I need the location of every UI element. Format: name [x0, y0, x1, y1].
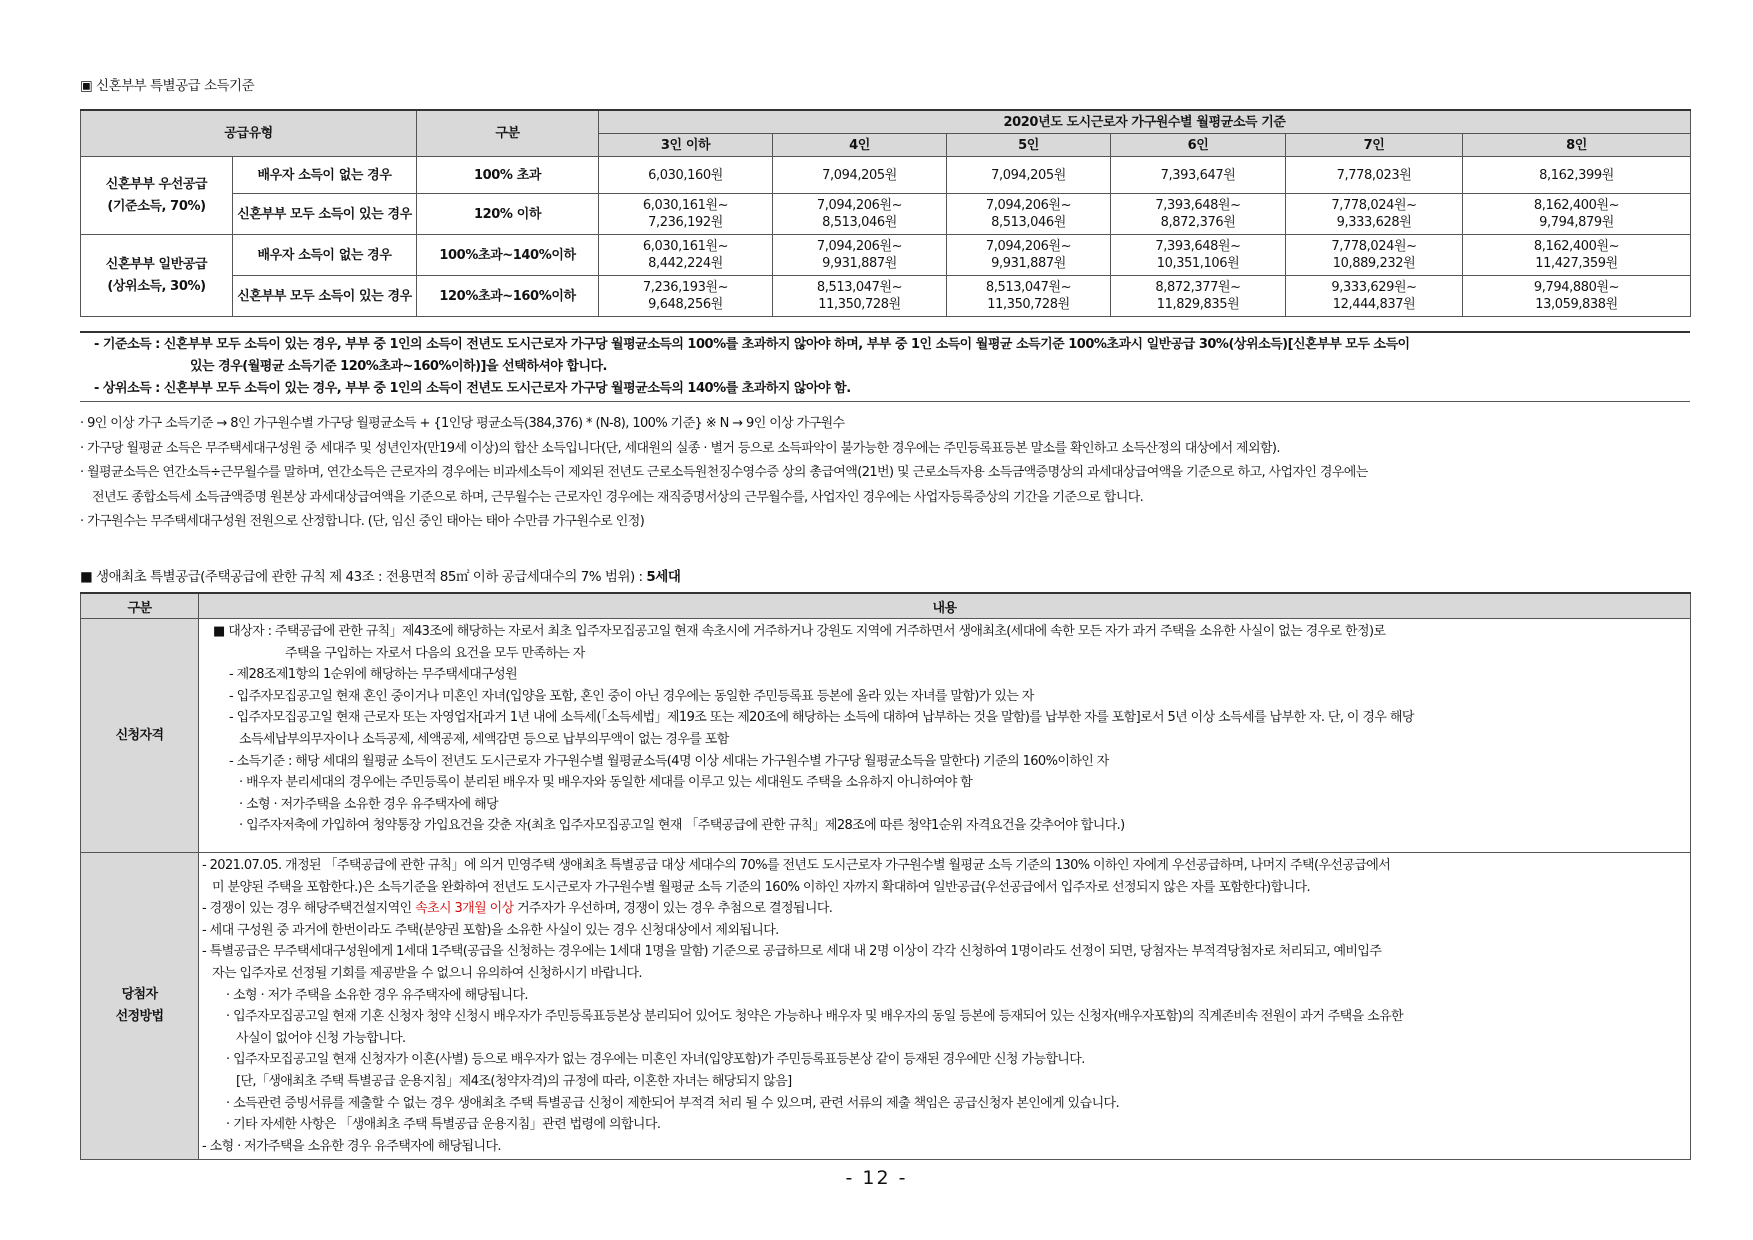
list-item: [단,「생애최초 주택 특별공급 운용지침」제4조(청약자격)의 규정에 따라, 이혼한 자녀는 해당되지 않음]	[236, 1073, 792, 1089]
group-name: 신혼부부 우선공급 (기준소득, 70%)	[81, 157, 233, 235]
table-row	[81, 853, 1691, 1160]
table-row	[81, 276, 1691, 317]
list-item: - 입주자모집공고일 현재 근로자 또는 자영업자[과거 1년 내에 소득세(「소득세법」제19조 또는 제20조에 해당하는 소득에 대하여 납부하는 것을 말함)를 납부한 자를 포함]로서 5년 이상 소득세를 납부한 자. 단, 이 경우 해당	[229, 710, 1414, 726]
section1-title: ▣ 신혼부부 특별공급 소득기준	[80, 78, 255, 94]
header-household-size: 8인	[1463, 134, 1691, 157]
bullet-item: · 가구당 월평균 소득은 무주택세대구성원 중 세대주 및 성년인자(만19세 이상)의 합산 소득입니다(단, 세대원의 실종 · 별거 등으로 소득파악이 불가능한 경우에는 주민등록표등본 말소를 확인하고 소득산정의 대상에서 제외함).	[80, 440, 1280, 456]
list-item: · 배우자 분리세대의 경우에는 주민등록이 분리된 배우자 및 배우자와 동일한 세대를 이루고 있는 세대원도 주택을 소유하지 아니하여야 함	[239, 775, 973, 791]
income-cell: 7,778,024원~ 10,889,232원	[1286, 235, 1463, 276]
header-supply-type: 공급유형	[81, 110, 417, 157]
header-household-size: 7인	[1286, 134, 1463, 157]
header-household-size: 6인	[1111, 134, 1286, 157]
income-cell: 8,513,047원~ 11,350,728원	[947, 276, 1111, 317]
selection-content	[199, 853, 1691, 1160]
list-item: 미 분양된 주택을 포함한다.)은 소득기준을 완화하여 전년도 도시근로자 가구원수별 월평균 소득 기준의 160% 이하인 자까지 확대하여 일반공급(우선공급에서 입주자로 선정되지 않은 자를 포함한다)합니다.	[212, 879, 1311, 895]
table-row	[81, 235, 1691, 276]
header-division: 구분	[81, 593, 199, 619]
list-item: - 2021.07.05. 개정된 「주택공급에 관한 규칙」에 의거 민영주택 생애최초 특별공급 대상 세대수의 70%를 전년도 도시근로자 가구원수별 월평균 소득 기준의 130% 이하인 자에게 우선공급하며, 나머지 주택(우선공급에서	[202, 858, 1391, 873]
row-type: 신혼부부 모두 소득이 있는 경우	[233, 276, 417, 317]
page-number: - 12 -	[845, 1167, 908, 1189]
income-cell: 7,094,206원~ 8,513,046원	[947, 194, 1111, 235]
list-item: 소득세납부의무자이나 소득공제, 세액공제, 세액감면 등으로 납부의무액이 없는 경우를 포함	[239, 731, 729, 747]
list-item: 사실이 없어야 신청 가능합니다.	[236, 1030, 406, 1046]
list-item: 자는 입주자로 선정될 기회를 제공받을 수 없으니 유의하여 신청하시기 바랍니다.	[212, 965, 642, 981]
bullet-item: · 가구원수는 무주택세대구성원 전원으로 산정합니다. (단, 임신 중인 태아는 태아 수만큼 가구원수로 인정)	[80, 514, 645, 529]
income-cell: 7,393,648원~ 8,872,376원	[1111, 194, 1286, 235]
list-item: - 소득기준 : 해당 세대의 월평균 소득이 전년도 도시근로자 가구원수별 월평균소득(4명 이상 세대는 가구원수별 가구당 월평균소득을 말한다) 기준의 160%이하인 자	[229, 753, 1109, 769]
income-cell: 7,778,023원	[1286, 157, 1463, 194]
income-cell: 8,162,399원	[1463, 157, 1691, 194]
income-cell: 7,094,205원	[947, 157, 1111, 194]
qualification-content	[199, 619, 1691, 853]
table-row	[81, 157, 1691, 194]
header-division: 구분	[417, 110, 599, 157]
bullet-item: 전년도 종합소득세 소득금액증명 원본상 과세대상급여액을 기준으로 하며, 근무월수는 근로자인 경우에는 재직증명서상의 근무월수를, 사업자인 경우에는 사업자등록증상의 기간을 기준으로 합니다.	[92, 489, 1144, 505]
list-item: · 입주자저축에 가입하여 청약통장 가입요건을 갖춘 자(최초 입주자모집공고일 현재 「주택공급에 관한 규칙」제28조에 따른 청약1순위 자격요건을 갖추어야 합니다.)	[239, 818, 1125, 834]
income-cell: 7,778,024원~ 9,333,628원	[1286, 194, 1463, 235]
list-item: ■ 대상자 : 주택공급에 관한 규칙」제43조에 해당하는 자로서 최초 입주자모집공고일 현재 속초시에 거주하거나 강원도 지역에 거주하면서 생애최초(세대에 속한 모든 자가 과거 주택을 소유한 사실이 없는 경우로 한정)로	[213, 624, 1386, 639]
income-cell: 7,094,205원	[773, 157, 947, 194]
section2-title: ■ 생애최초 특별공급(주택공급에 관한 규칙 제 43조 : 전용면적 85㎡ 이하 공급세대수의 7% 범위) : 5세대	[80, 569, 681, 585]
income-cell: 7,094,206원~ 9,931,887원	[773, 235, 947, 276]
row-ratio: 120% 이하	[417, 194, 599, 235]
list-item: · 입주자모집공고일 현재 신청자가 이혼(사별) 등으로 배우자가 없는 경우에는 미혼인 자녀(입양포함)가 주민등록표등본상 같이 등재된 경우에만 신청 가능합니다.	[226, 1052, 1085, 1068]
table-row	[81, 194, 1691, 235]
income-cell: 8,162,400원~ 9,794,879원	[1463, 194, 1691, 235]
section2-title-count: 5세대	[646, 569, 681, 585]
income-cell: 9,333,629원~ 12,444,837원	[1286, 276, 1463, 317]
row-ratio: 100%초과~140%이하	[417, 235, 599, 276]
list-item: · 입주자모집공고일 현재 기혼 신청자 청약 신청시 배우자가 주민등록표등본상 분리되어 있어도 청약은 가능하나 배우자 및 배우자의 동일 등본에 등재되어 있는 신청자(배우자포함)의 직계존비속 전원이 과거 주택을 소유한	[226, 1009, 1404, 1025]
income-cell: 9,794,880원~ 13,059,838원	[1463, 276, 1691, 317]
income-cell: 8,162,400원~ 11,427,359원	[1463, 235, 1691, 276]
group-name: 신혼부부 일반공급 (상위소득, 30%)	[81, 235, 233, 317]
table-row	[81, 619, 1691, 853]
header-household-size: 5인	[947, 134, 1111, 157]
income-notes	[80, 331, 1690, 402]
note-standard-income: - 기준소득 : 신혼부부 모두 소득이 있는 경우, 부부 중 1인의 소득이 전년도 도시근로자 가구당 월평균소득의 100%를 초과하지 않아야 하며, 부부 중 1인 소득이 월평균 소득기준 100%초과시 일반공급 30%(상위소득)[신혼부부 모두 소득이	[94, 337, 1410, 352]
list-item: · 소형 · 저가주택을 소유한 경우 유주택자에 해당	[239, 796, 498, 812]
income-cell: 6,030,161원~ 8,442,224원	[599, 235, 773, 276]
income-cell: 6,030,160원	[599, 157, 773, 194]
list-item: - 제28조제1항의 1순위에 해당하는 무주택세대구성원	[229, 667, 518, 683]
note-upper-income: - 상위소득 : 신혼부부 모두 소득이 있는 경우, 부부 중 1인의 소득이 전년도 도시근로자 가구당 월평균소득의 140%를 초과하지 않아야 함.	[94, 381, 851, 396]
list-item: · 소득관련 증빙서류를 제출할 수 없는 경우 생애최초 주택 특별공급 신청이 제한되어 부적격 처리 될 수 있으며, 관련 서류의 제출 책임은 공급신청자 본인에게 있습니다.	[226, 1095, 1120, 1111]
row-type: 배우자 소득이 없는 경우	[233, 157, 417, 194]
list-item: - 입주자모집공고일 현재 혼인 중이거나 미혼인 자녀(입양을 포함, 혼인 중이 아닌 경우에는 동일한 주민등록표 등본에 올라 있는 자녀를 말함)가 있는 자	[229, 688, 1034, 704]
qualification-label: 신청자격	[81, 619, 199, 853]
header-household-size: 3인 이하	[599, 134, 773, 157]
header-household-size: 4인	[773, 134, 947, 157]
highlight-residence: 속초시 3개월 이상	[415, 901, 514, 917]
income-bullets	[80, 412, 1700, 535]
income-cell: 6,030,161원~ 7,236,192원	[599, 194, 773, 235]
income-cell: 8,513,047원~ 11,350,728원	[773, 276, 947, 317]
income-criteria-table	[80, 109, 1691, 317]
list-item: - 세대 구성원 중 과거에 한번이라도 주택(분양권 포함)을 소유한 사실이 있는 경우 신청대상에서 제외됩니다.	[202, 922, 779, 938]
row-ratio: 100% 초과	[417, 157, 599, 194]
list-item: - 경쟁이 있는 경우 해당주택건설지역인 속초시 3개월 이상 거주자가 우선하며, 경쟁이 있는 경우 추첨으로 결정됩니다.	[202, 901, 833, 917]
list-item: 주택을 구입하는 자로서 다음의 요건을 모두 만족하는 자	[285, 645, 585, 661]
income-cell: 7,094,206원~ 9,931,887원	[947, 235, 1111, 276]
header-criteria: 2020년도 도시근로자 가구원수별 월평균소득 기준	[599, 110, 1691, 134]
bullet-item: · 월평균소득은 연간소득÷근무월수를 말하며, 연간소득은 근로자의 경우에는 비과세소득이 제외된 전년도 근로소득원천징수영수증 상의 총급여액(21번) 및 근로소득자용 소득금액증명상의 과세대상급여액을 기준으로 하고, 사업자인 경우에는	[80, 465, 1368, 480]
bullet-item: · 9인 이상 가구 소득기준 → 8인 가구원수별 가구당 월평균소득 + {1인당 평균소득(384,376) * (N-8), 100% 기준} ※ N → 9인 이상 가구원수	[80, 416, 845, 431]
row-type: 신혼부부 모두 소득이 있는 경우	[233, 194, 417, 235]
first-home-table	[80, 592, 1691, 1160]
list-item: · 소형 · 저가 주택을 소유한 경우 유주택자에 해당됩니다.	[226, 987, 528, 1003]
note-standard-income-cont: 있는 경우(월평균 소득기준 120%초과~160%이하)]을 선택하셔야 합니다.	[190, 359, 608, 374]
row-ratio: 120%초과~160%이하	[417, 276, 599, 317]
row-type: 배우자 소득이 없는 경우	[233, 235, 417, 276]
income-cell: 7,094,206원~ 8,513,046원	[773, 194, 947, 235]
list-item: · 기타 자세한 사항은 「생애최초 주택 특별공급 운용지침」관련 법령에 의합니다.	[226, 1117, 661, 1133]
header-content: 내용	[199, 593, 1691, 619]
income-cell: 7,393,647원	[1111, 157, 1286, 194]
income-cell: 7,393,648원~ 10,351,106원	[1111, 235, 1286, 276]
selection-label: 당첨자 선정방법	[81, 853, 199, 1160]
income-cell: 7,236,193원~ 9,648,256원	[599, 276, 773, 317]
income-cell: 8,872,377원~ 11,829,835원	[1111, 276, 1286, 317]
list-item: - 소형 · 저가주택을 소유한 경우 유주택자에 해당됩니다.	[202, 1138, 501, 1154]
list-item: - 특별공급은 무주택세대구성원에게 1세대 1주택(공급을 신청하는 경우에는 1세대 1명을 말함) 기준으로 공급하므로 세대 내 2명 이상이 각각 신청하여 1명이라도 선정이 되면, 당첨자는 부적격당첨자로 처리되고, 예비입주	[202, 944, 1382, 960]
